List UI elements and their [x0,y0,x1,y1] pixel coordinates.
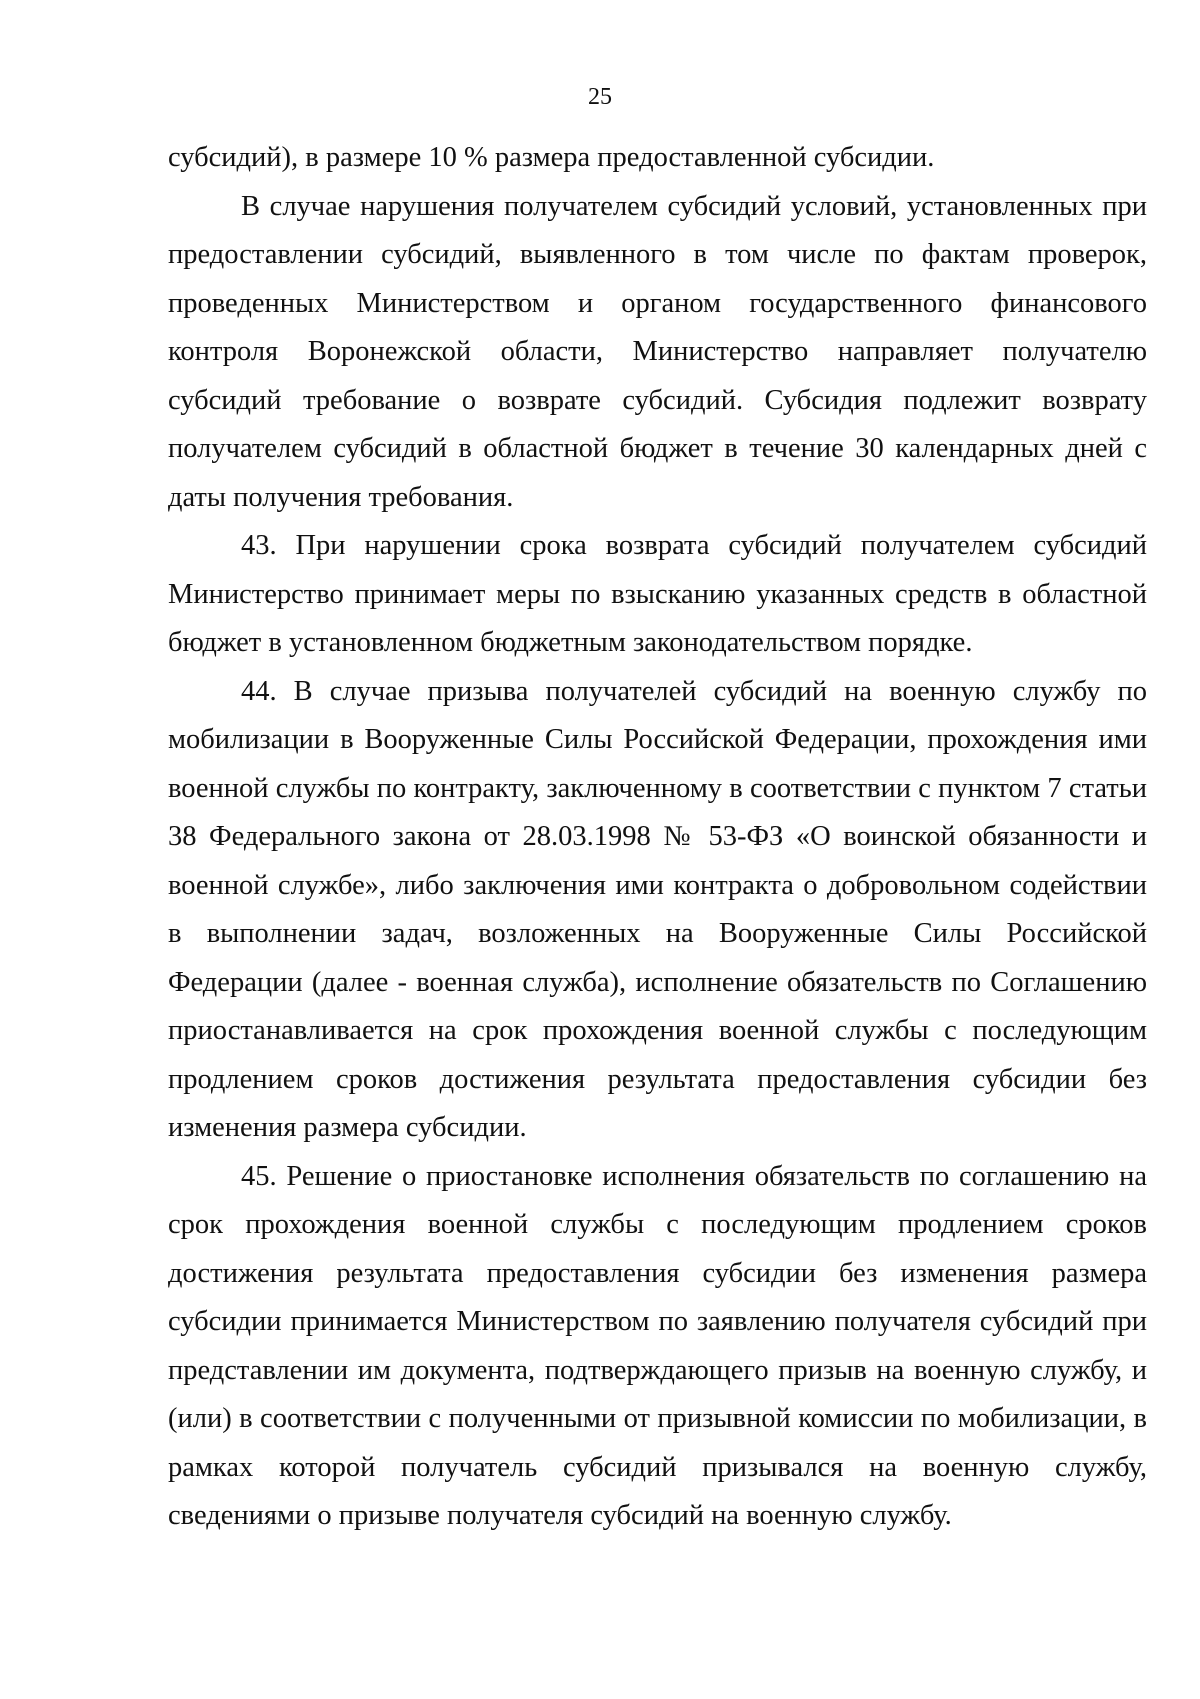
page-number: 25 [588,84,612,110]
paragraph-continuation: субсидий), в размере 10 % размера предоставленной субсидии. [168,142,935,173]
paragraph-43: 43. При нарушении срока возврата субсидий получателем субсидий Министерство принимает меры по взысканию указанных средств в областной бюджет в установленном бюджетным законодательством порядке. [168,530,1147,658]
paragraph-44: 44. В случае призыва получателей субсидий на военную службу по мобилизации в Вооруженные Силы Российской Федерации, прохождения ими военной службы по контракту, заключенному в соответствии с пунктом 7 статьи 38 Федерального закона от 28.03.1998 № 53-ФЗ «О воинской обязанности и военной службе», либо заключения ими контракта о добровольном содействии в выполнении задач, возложенных на Вооруженные Силы Российской Федерации (далее - военная служба), исполнение обязательств по Соглашению приостанавливается на срок прохождения военной службы с последующим продлением сроков достижения результата предоставления субсидии без изменения размера субсидии. [168,675,1147,1143]
paragraph-45: 45. Решение о приостановке исполнения обязательств по соглашению на срок прохождения военной службы с последующим продлением сроков достижения результата предоставления субсидии без изменения размера субсидии принимается Министерством по заявлению получателя субсидий при представлении им документа, подтверждающего призыв на военную службу, и (или) в соответствии с полученными от призывной комиссии по мобилизации, в рамках которой получатель субсидий призывался на военную службу, сведениями о призыве получателя субсидий на военную службу. [168,1160,1147,1531]
document-body [168,134,1147,1541]
paragraph-violation-return: В случае нарушения получателем субсидий условий, установленных при предоставлении субсидий, выявленного в том числе по фактам проверок, проведенных Министерством и органом государственного финансового контроля Воронежской области, Министерство направляет получателю субсидий требование о возврате субсидий. Субсидия подлежит возврату получателем субсидий в областной бюджет в течение 30 календарных дней с даты получения требования. [168,190,1147,513]
